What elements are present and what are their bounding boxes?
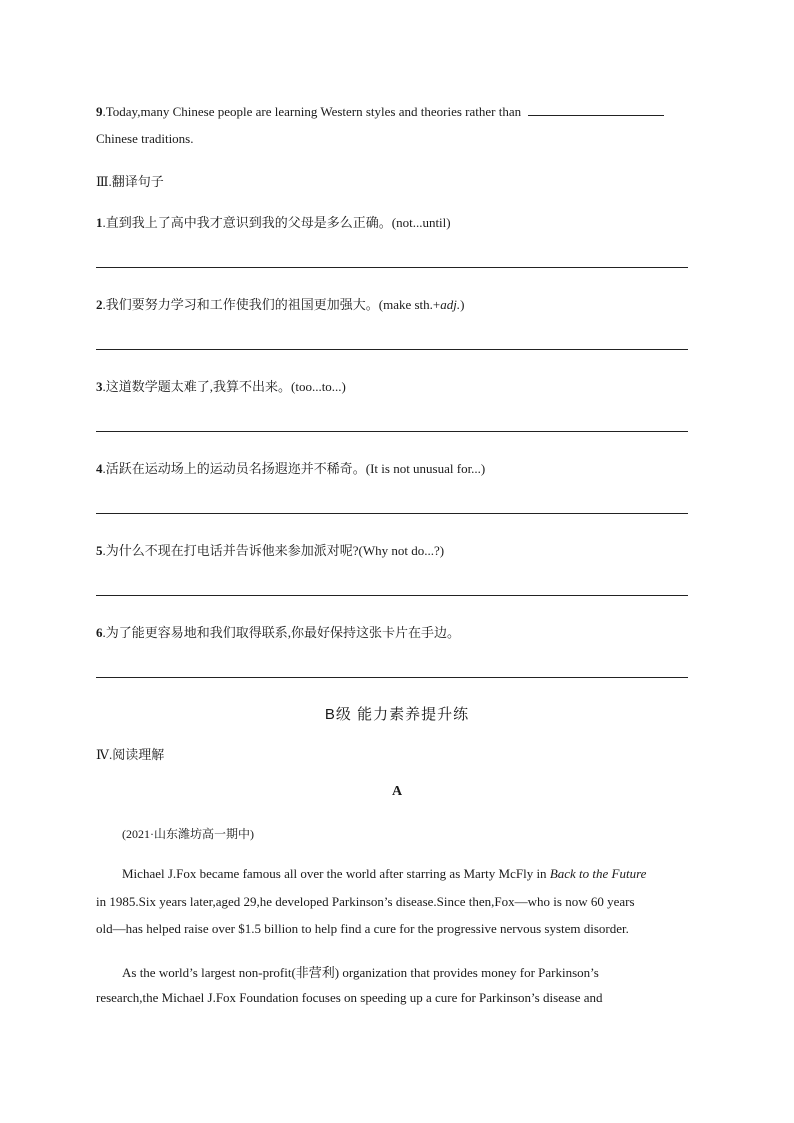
translation-item-2 [96,294,464,313]
answer-line-1[interactable] [96,267,688,268]
level-b-heading: B级 能力素养提升练 [324,706,470,723]
item-number: 1 [96,215,103,230]
paragraph-1-line-1 [122,866,722,882]
item-text: .为了能更容易地和我们取得联系,你最好保持这张卡片在手边。 [102,625,461,640]
question-text: .Today,many Chinese people are learning Western styles and theories rather than [102,104,522,119]
question-9 [96,103,664,120]
item-number: 3 [96,379,103,394]
passage-source: (2021·山东潍坊高一期中) [122,827,254,841]
paragraph-2-line-1: As the world’s largest non-profit(非营利) organization that provides money for Parkinson’s [122,965,599,980]
translation-item-1 [96,212,451,231]
translation-item-3 [96,376,346,395]
translation-item-5 [96,540,444,559]
answer-line-4[interactable] [96,513,688,514]
question-number: 9 [96,104,103,119]
film-title: Back to the Future [549,866,647,881]
section-title-reading: Ⅳ.阅读理解 [96,747,165,762]
paragraph-1-line-2: in 1985.Six years later,aged 29,he developed Parkinson’s disease.Since then,Fox—who is now 60 years [96,894,635,909]
paragraph-1-line-3: old—has helped raise over $1.5 billion to help find a cure for the progressive nervous system disorder. [96,921,629,936]
item-hint-end: ) [460,297,465,312]
answer-line-6[interactable] [96,677,688,678]
item-number: 5 [96,543,103,558]
paragraph-2-line-2: research,the Michael J.Fox Foundation focuses on speeding up a cure for Parkinson’s disease and [96,990,603,1005]
item-text: .我们要努力学习和工作使我们的祖国更加强大。(make sth.+ [102,297,441,312]
item-text: .活跃在运动场上的运动员名扬遐迩并不稀奇。(It is not unusual for...) [102,461,486,476]
item-number: 6 [96,625,103,640]
item-text: .这道数学题太难了,我算不出来。(too...to...) [102,379,346,394]
translation-item-6 [96,622,460,641]
translation-item-4 [96,458,485,477]
answer-line-3[interactable] [96,431,688,432]
passage-letter: A [391,784,403,799]
item-number: 2 [96,297,103,312]
item-number: 4 [96,461,103,476]
item-text: .为什么不现在打电话并告诉他来参加派对呢?(Why not do...?) [102,543,445,558]
section-title-translation: Ⅲ.翻译句子 [96,174,164,189]
item-text: .直到我上了高中我才意识到我的父母是多么正确。(not...until) [102,215,451,230]
answer-line-2[interactable] [96,349,688,350]
question-9-continued: Chinese traditions. [96,131,194,146]
answer-line-5[interactable] [96,595,688,596]
fill-blank[interactable] [528,103,664,116]
para-text: Michael J.Fox became famous all over the world after starring as Marty McFly in [122,866,550,881]
item-hint-italic: adj. [440,297,461,312]
